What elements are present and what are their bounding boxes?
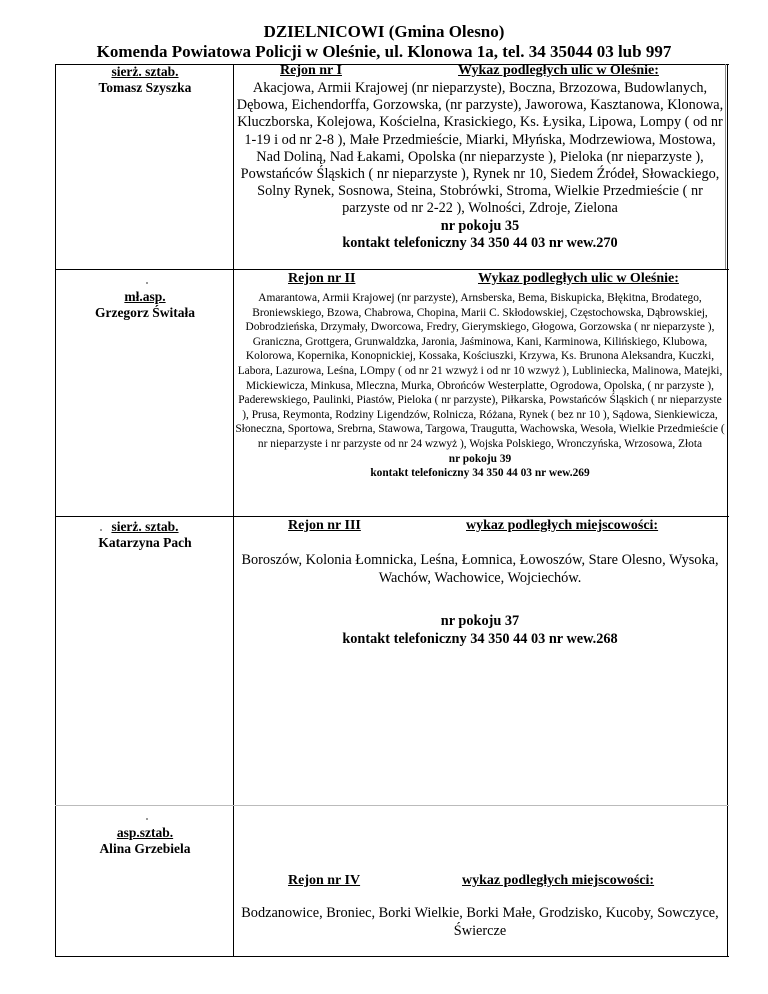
officer-name: Tomasz Szyszka xyxy=(98,80,192,95)
officer-2 xyxy=(60,289,230,321)
room-number: nr pokoju 39 xyxy=(448,452,512,465)
row-divider-2 xyxy=(55,516,729,517)
contact-phone: kontakt telefoniczny 34 350 44 03 nr wew.269 xyxy=(370,467,590,480)
villages-text: Bodzanowice, Broniec, Borki Wielkie, Borki Małe, Grodzisko, Kucoby, Sowczyce, Świercze xyxy=(241,905,719,939)
contact-phone: kontakt telefoniczny 34 350 44 03 nr wew.270 xyxy=(342,234,618,251)
region-streets xyxy=(234,80,726,252)
region-label: Rejon nr IV xyxy=(288,873,361,888)
document-subtitle: Komenda Powiatowa Policji w Oleśnie, ul. Klonowa 1a, tel. 34 35044 03 lub 997 xyxy=(96,42,672,61)
row-divider-3 xyxy=(55,805,729,806)
region-list-title: wykaz podległych miejscowości: xyxy=(466,518,659,533)
streets-text: Amarantowa, Armii Krajowej (nr parzyste), Arnsberska, Bema, Biskupicka, Błękitna, Brodatego, Broniewskiego, Bzowa, Chabrowa, Chopina, Marii C. Skłodowskiej, Częstochowska, Dąbrowskiej, Dobrodzieńska, Drzymały, Dworcowa, Fredry, Gierymskiego, Głogowa, Gorzowska ( nr nieparzyste ), Graniczna, Grottgera, Grunwaldzka, Jaronia, Jaśminowa, Kani, Karminowa, Kilińskiego, Klubowa, Kolorowa, Kopernika, Konopnickiej, Kossaka, Kościuszki, Krzywa, Ks. Brunona Aleksandra, Kuczki, Labora, Lazurowa, Leśna, LOmpy ( od nr 21 wzwyż i od nr 10 wzwyż ), Lubliniecka, Malinowa, Matejki, Mickiewicza, Minkusa, Mleczna, Murka, Obrońców Westerplatte, Ogrodowa, Opolska, ( nr parzyste ), Paderewskiego, Paulinki, Piastów, Pieloka ( nr parzyste), Piłkarska, Powstańców Śląskich ( nr nieparzyste ), Prusa, Reymonta, Rodziny Ligendzów, Rolnicza, Różana, Rynek ( bez nr 10 ), Sądowa, Sienkiewicza, Słoneczna, Sportowa, Srebrna, Stawowa, Targowa, Traugutta, Wachowska, Wesoła, Wielkie Przedmieście ( nr nieparzyste i nr parzyste od nr 24 wzwyż ), Wojska Polskiego, Wronczyńska, Wrzosowa, Złota xyxy=(235,292,725,450)
region-streets xyxy=(234,291,726,481)
officer-name: Katarzyna Pach xyxy=(98,535,192,550)
scan-dot xyxy=(146,818,148,820)
region-label: Rejon nr II xyxy=(288,271,356,286)
region-label: Rejon nr III xyxy=(288,518,361,533)
region-villages xyxy=(234,905,726,940)
room-number: nr pokoju 37 xyxy=(440,613,520,630)
region-list-title: Wykaz podległych ulic w Oleśnie: xyxy=(478,271,679,286)
officer-1 xyxy=(60,64,230,96)
officer-name: Alina Grzebiela xyxy=(99,841,191,856)
officer-rank: sierż. sztab. xyxy=(111,64,179,79)
document-title: DZIELNICOWI (Gmina Olesno) xyxy=(263,22,505,41)
officer-3 xyxy=(60,519,230,551)
streets-text: Akacjowa, Armii Krajowej (nr nieparzyste), Boczna, Brzozowa, Budowlanych, Dębowa, Eichendorffa, Gorzowska, (nr parzyste), Jaworowa, Kasztanowa, Klonowa, Kluczborska, Kolejowa, Kościelna, Krasickiego, Ks. Łysika, Lipowa, Lompy ( od nr 1-19 i od nr 2-8 ), Małe Przedmieście, Miarki, Młyńska, Modrzewiowa, Mostowa, Nad Doliną, Nad Łakami, Opolska (nr nieparzyste ), Pieloka (nr nieparzyste ), Powstańców Śląskich ( nr nieparzyste ), Rynek nr 10, Siedem Źródeł, Słowackiego, Solny Rynek, Sosnowa, Steina, Stobrówki, Stroma, Wielkie Przedmieście ( nr parzyste od nr 2-22 ), Wolności, Zdroje, Zielona xyxy=(236,80,724,217)
region-villages xyxy=(234,552,726,648)
officer-4 xyxy=(60,825,230,857)
scan-dot xyxy=(146,282,148,284)
officer-rank: asp.sztab. xyxy=(116,825,174,840)
row-divider-1 xyxy=(55,269,729,270)
contact-phone: kontakt telefoniczny 34 350 44 03 nr wew.268 xyxy=(342,630,618,647)
region-list-title: wykaz podległych miejscowości: xyxy=(462,873,655,888)
officer-rank: mł.asp. xyxy=(124,289,166,304)
officer-rank: sierż. sztab. xyxy=(111,519,179,534)
table-left-border xyxy=(55,64,56,957)
region-list-title: Wykaz podległych ulic w Oleśnie: xyxy=(458,63,659,78)
region-label: Rejon nr I xyxy=(280,63,342,78)
room-number: nr pokoju 35 xyxy=(440,217,520,234)
officer-name: Grzegorz Świtała xyxy=(94,305,196,320)
villages-text: Boroszów, Kolonia Łomnicka, Leśna, Łomnica, Łowoszów, Stare Olesno, Wysoka, Wachów, Wachowice, Wojciechów. xyxy=(241,552,719,586)
table-bottom-border xyxy=(55,956,729,957)
table-right-border xyxy=(727,64,728,957)
